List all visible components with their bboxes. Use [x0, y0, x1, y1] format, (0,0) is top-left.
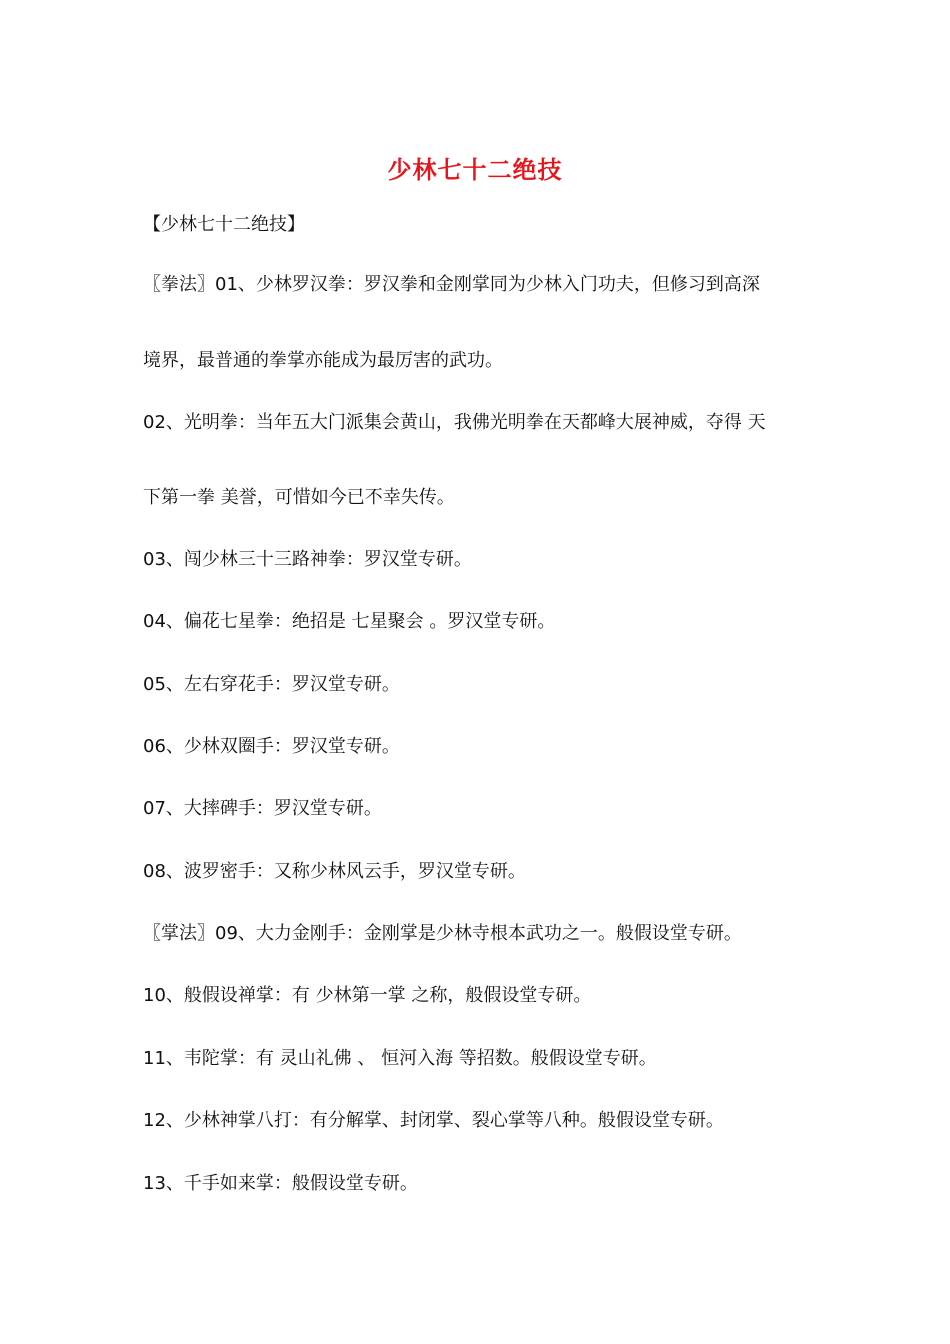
text-line: 06、少林双圈手：罗汉堂专研。 [143, 736, 400, 757]
text-line: 境界，最普通的拳掌亦能成为最厉害的武功。 [143, 350, 503, 371]
text-line: 10、般假设禅掌：有 少林第一掌 之称，般假设堂专研。 [143, 985, 592, 1006]
document-title: 少林七十二绝技 [387, 156, 563, 184]
text-line: 12、少林神掌八打：有分解掌、封闭掌、裂心掌等八种。般假设堂专研。 [143, 1110, 724, 1131]
text-line: 11、韦陀掌：有 灵山礼佛 、 恒河入海 等招数。般假设堂专研。 [143, 1048, 657, 1069]
text-line: 〖掌法〗09、大力金刚手：金刚掌是少林寺根本武功之一。般假设堂专研。 [143, 923, 742, 944]
text-line: 03、闯少林三十三路神拳：罗汉堂专研。 [143, 549, 472, 570]
text-line: 08、波罗密手：又称少林风云手，罗汉堂专研。 [143, 861, 526, 882]
text-line: 13、千手如来掌：般假设堂专研。 [143, 1173, 418, 1194]
text-line: 05、左右穿花手：罗汉堂专研。 [143, 674, 400, 695]
section-heading: 【少林七十二绝技】 [143, 214, 305, 235]
text-line: 07、大摔碑手：罗汉堂专研。 [143, 798, 382, 819]
text-line: 下第一拳 美誉，可惜如今已不幸失传。 [143, 487, 455, 508]
text-line: 04、偏花七星拳：绝招是 七星聚会 。罗汉堂专研。 [143, 611, 556, 632]
text-line: 〖拳法〗01、少林罗汉拳：罗汉拳和金刚掌同为少林入门功夫，但修习到高深 [143, 274, 760, 295]
text-line: 02、光明拳：当年五大门派集会黄山，我佛光明拳在天都峰大展神威，夺得 天 [143, 412, 766, 433]
